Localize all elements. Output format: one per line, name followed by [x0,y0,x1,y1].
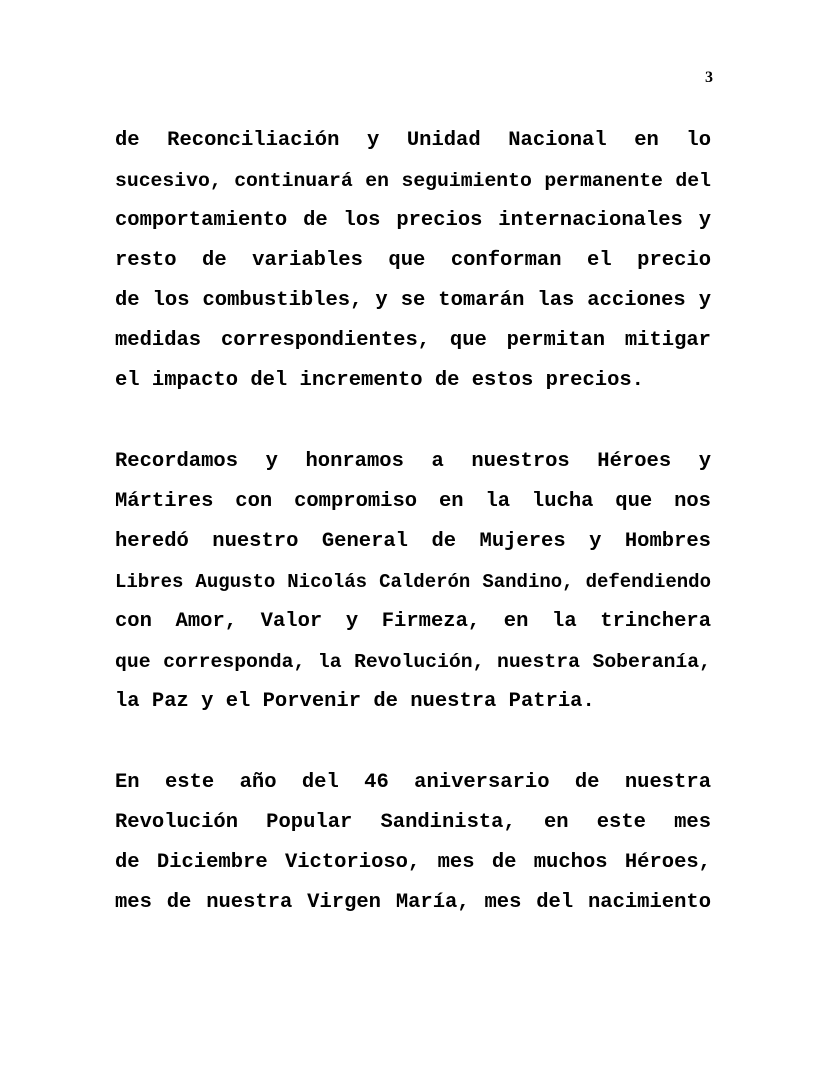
paragraph-heroes [115,442,711,722]
paragraph-line: de Reconciliación y Unidad Nacional en lo [115,129,711,152]
paragraph-line: la Paz y el Porvenir de nuestra Patria. [115,690,595,713]
paragraph-fuel-prices [115,121,711,401]
paragraph-line: resto de variables que conforman el precio [115,249,711,272]
paragraph-line: el impacto del incremento de estos precios. [115,369,644,392]
paragraph-line: En este año del 46 aniversario de nuestra [115,771,711,794]
paragraph-line: Revolución Popular Sandinista, en este mes [115,811,711,834]
paragraph-line: de los combustibles, y se tomarán las acciones y [115,289,711,312]
paragraph-line: de Diciembre Victorioso, mes de muchos Héroes, [115,851,711,874]
paragraph-line: heredó nuestro General de Mujeres y Hombres [115,530,711,553]
paragraph-line: con Amor, Valor y Firmeza, en la trinchera [115,610,711,633]
paragraph-line: medidas correspondientes, que permitan mitigar [115,329,711,352]
paragraph-line: Recordamos y honramos a nuestros Héroes y [115,450,711,473]
paragraph-line: Libres Augusto Nicolás Calderón Sandino, defendiendo [115,571,711,593]
paragraph-line: sucesivo, continuará en seguimiento permanente del [115,170,711,192]
paragraph-line: comportamiento de los precios internacionales y [115,209,711,232]
paragraph-line: Mártires con compromiso en la lucha que nos [115,490,711,513]
paragraph-line: que corresponda, la Revolución, nuestra Soberanía, [115,651,711,673]
paragraph-line: mes de nuestra Virgen María, mes del nacimiento [115,891,711,914]
paragraph-anniversary [115,763,711,923]
page-number: 3 [705,69,713,86]
